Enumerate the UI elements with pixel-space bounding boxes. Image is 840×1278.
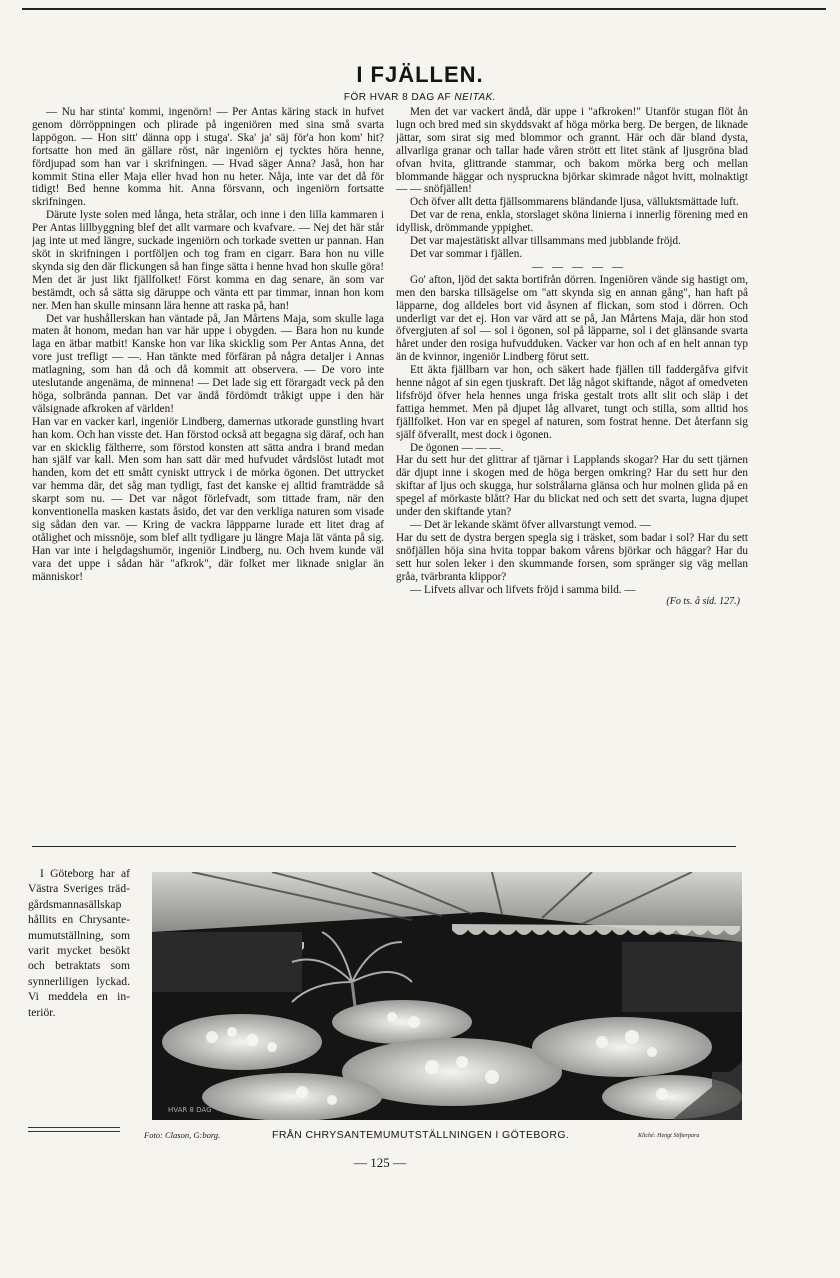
right-paragraph: Det var de rena, enkla, storslaget sköna linierna i innerlig förening med en idyllisk, drömmande yppighet.	[396, 209, 748, 235]
top-rule	[22, 8, 826, 10]
right-paragraph: — Det är lekande skämt öfver allvarstungt vemod. —	[410, 519, 651, 531]
sidebar-text: I Göteborg har af Västra Sveriges trädgårdsmannasällskap hållits en Chrysantemumutställning, som varit mycket besökt och betraktats som synnerliligen lyckad. Vi meddela en interiör.	[28, 867, 130, 1019]
continuation-note: (Fo ts. å sid. 127.)	[666, 596, 740, 608]
right-paragraph: Go' afton, ljöd det sakta bortifrån dörren. Ingeniören vände sig hastigt om, men den barska tillsägelse om "att skynda sig en annan gång", han haft på läpparne, dog alldeles bort vid åsynen af flickan, som stod i dörren. Och underligt var det ej. Hon var värd att se på, Jan Mårtens Maja, där hon stod öfvergjuten af sol — sol i ögonen, sol på läpparne, sol i det glänsande svarta håret under den rosiga hufvudduken. Vacker var hon och af en helt annan typ än de kvinnor, ingeniör Lindberg förut sett.	[396, 273, 748, 364]
exhibition-photo	[152, 872, 742, 1120]
right-paragraph: De ögonen — — —.	[410, 441, 504, 454]
greenhouse-illustration	[152, 872, 742, 1120]
right-paragraph: Det var majestätiskt allvar tillsammans med jubblande fröjd.	[410, 235, 681, 248]
engraver-credit: Kliché: Hengt Stifterpara	[638, 1133, 700, 1139]
byline-author: NEITAK.	[454, 92, 497, 103]
left-paragraph: — Nu har stinta' kommi, ingenörn! — Per Antas käring stack in hufvet genom dörröppningen och plirade på ingeniören med sina små svarta lappögon. — Hon sitt' dänna opp i stuga'. Ska' ja' säj för'a hon kom' hit? fortsatte hon med än gällare röst, när ingeniörn ej tycktes höra henne, fördjupad som han var i skrifningen. — Hvad säger Anna? Jaså, hon har kommit Stina eller Maja eller hvad hon nu heter. Nåja, inte var det då för tidigt! Bed henne komma hit. Anna försvann, och ingeniörn fortsatte skrifningen.	[32, 106, 384, 209]
left-paragraph: Det var hushållerskan han väntade på, Jan Mårtens Maja, som skulle laga maten åt honom, medan han var här uppe i obygden. — Bara hon nu kunde laga en ätbar matbit! Kanske hon var lika skicklig som Per Antas Anna, det vore just trefligt — —. Han tänkte med förfäran på några detaljer i Annas matlagning, som han då och då kommit att observera. — De voro inte uteslutande angenäma, de minnena! — Det lade sig ett förargadt veck på den höga, solbrända pannan. Det var ändå fördömdt tråkigt uppe i den här välsignade afkroken af världen!	[32, 312, 384, 415]
right-paragraph: Ett äkta fjällbarn var hon, och säkert hade fjällen till faddergåfva gifvit henne något af sin egen tjuskraft. Det låg något skiftande, något af omedveten lifsfröjd öfver hela hennes unga friska gestalt trots allt slit och släp i det fattiga hemmet. Men på djupet låg allvaret, tungt och stilla, som alltid hos fjällfolket. Hon var en spegel af naturen, som fostrat henne. Det återfann sig själf öfverallt, mest dock i ögonen.	[396, 364, 748, 441]
left-paragraph: Han var en vacker karl, ingeniör Lindberg, damernas utkorade gunstling hvart han kom. Och han visste det. Han förstod också att begagna sig däraf, och han var en skicklig fältherre, som förstod konsten att sätta andra i brand medan han själf var kall. Men som han satt där med hufvudet vårdslöst lutadt mot handen, kom det ett smått cyniskt uttryck i de mörka ögonen. Det uttrycket var hemma där, det såg man tydligt, fast det kanske ej alltid framträdde så skarpt som nu. — Det var något förlefvadt, som tittade fram, när den konventionella masken kastats åsido, det var den verkliga naturen som visade sig sådan den var. — Kring de vackra läppparne lurade ett litet drag af otålighet och missnöje, som blef allt tydligare ju längre Maja lät vänta på sig. Han var inte i helgdagshumör, ingeniör Lindberg, nu. Och hvem kunde väl vara det uppe i sådan här "afkrok", där folket mer liknade sniglar än människor!	[32, 415, 384, 583]
right-paragraph: Men det var vackert ändå, där uppe i "afkroken!" Utanför stugan flöt ån lugn och bred med sin skyddsvakt af höga mörka berg. De bergen, de liknade jättar, som sirat sig med blommor och grannt. Här och där bland dysta, allvarliga granar och tallar hade våren strött ett litet stänk af ljusgröna blad ofvan hvita, glittrande stammar, och bakom mörka berg och mellan blommande häggar och nyspruckna björkar skimrade något hvitt, molnaktigt — — snöfjällen!	[396, 106, 748, 196]
right-paragraph: — Lifvets allvar och lifvets fröjd i samma bild. —	[410, 583, 636, 596]
right-paragraph: Har du sett hur det glittrar af tjärnar i Lapplands skogar? Har du sett tjärnen där djupt inne i skogen med de höga bergen omkring? Har du sett hur den skiftar af ljus och skugga, hur solstrålarna glänsa och hur molnen glida på en spegel af mörkaste blått? Har du blickat ned och sett det svarta, lugna djupet under den skiftande ytan?	[396, 454, 748, 519]
article-byline	[0, 92, 840, 103]
article-column-right	[396, 106, 748, 842]
section-dashes: — — — — —	[531, 260, 627, 273]
photo-caption: FRÅN CHRYSANTEMUMUTSTÄLLNINGEN I GÖTEBORG.	[272, 1129, 570, 1141]
photo-credit: Foto: Clason, G:borg.	[144, 1130, 221, 1140]
left-paragraph: Därute lyste solen med långa, heta strålar, och inne i den lilla kammaren i Per Antas lillbyggning blef det allt varmare och kvafvare. — Nej det här står jag inte ut med längre, suckade ingeniörn och torkade svetten ur pannan. Han sköt in skrifningen i portföljen och tog fram en cigarr. Bara hon nu ville skynda sig den där flickungen så han finge sätta i henne hvad hon skulle göra! Men det är just likt fjällfolket! Först komma en dag senare, än som var bestämdt, och så sätta sig däruppe och vänta ett par timmar, innan hon kom ner. Men han skulle minsann lära henne att raska på, han!	[32, 209, 384, 312]
section-divider	[32, 846, 736, 847]
photo-watermark: HVAR 8 DAG	[168, 1106, 212, 1114]
right-paragraph: Det var sommar i fjällen.	[410, 247, 523, 260]
article-title: I FJÄLLEN.	[356, 62, 484, 87]
right-paragraph: Och öfver allt detta fjällsommarens bländande ljusa, välluktsmättade luft.	[410, 196, 739, 209]
caption-rule	[28, 1131, 120, 1132]
caption-rule	[28, 1127, 120, 1128]
article-column-left	[32, 106, 384, 842]
page-number: — 125 —	[354, 1155, 406, 1170]
right-paragraph: Har du sett de dystra bergen spegla sig i träsket, som badar i sol? Har du sett snöfjällen höja sina hvita toppar bakom vårens björkar och häggar? Har du sett hur solen leker i den skummande forsen, som spränger sig väg mellan gråa, tvärbranta klippor?	[396, 531, 748, 583]
byline-prefix: FÖR HVAR 8 DAG AF	[343, 92, 452, 103]
